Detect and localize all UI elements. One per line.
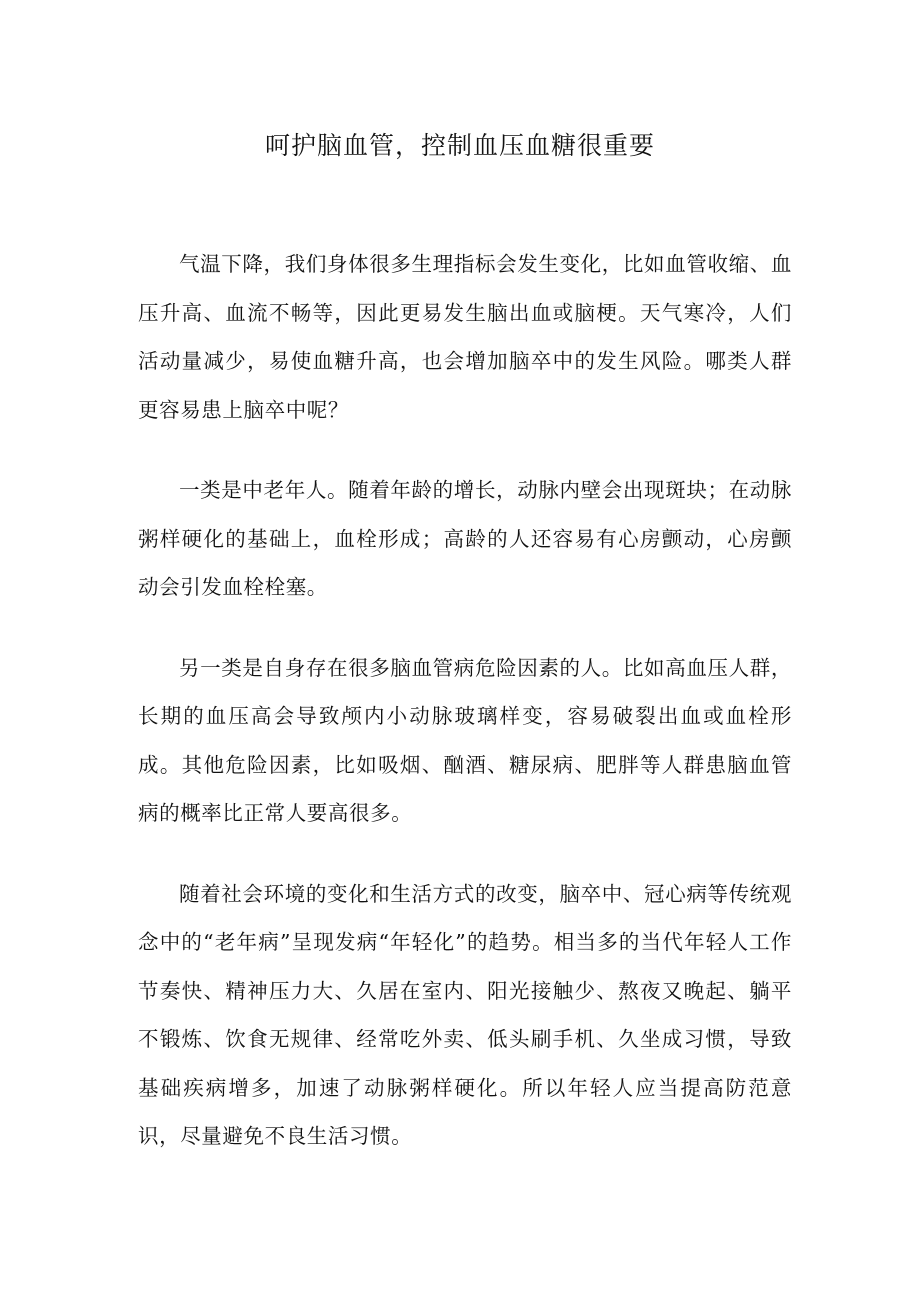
- paragraph-4: 随着社会环境的变化和生活方式的改变，脑卒中、冠心病等传统观念中的“老年病”呈现发病“年轻化”的趋势。相当多的当代年轻人工作节奏快、精神压力大、久居在室内、阳光接触少、熬夜又晚起、躺平不锻炼、饮食无规律、经常吃外卖、低头刷手机、久坐成习惯，导致基础疾病增多，加速了动脉粥样硬化。所以年轻人应当提高防范意识，尽量避免不良生活习惯。: [138, 881, 792, 1148]
- document-body: [138, 240, 792, 1193]
- paragraph-2: 一类是中老年人。随着年龄的增长，动脉内壁会出现斑块；在动脉粥样硬化的基础上，血栓形成；高龄的人还容易有心房颤动，心房颤动会引发血栓栓塞。: [138, 478, 792, 599]
- document-title: 呵护脑血管，控制血压血糖很重要: [264, 131, 655, 160]
- paragraph-3: 另一类是自身存在很多脑血管病危险因素的人。比如高血压人群，长期的血压高会导致颅内小动脉玻璃样变，容易破裂出血或血栓形成。其他危险因素，比如吸烟、酗酒、糖尿病、肥胖等人群患脑血管病的概率比正常人要高很多。: [138, 655, 792, 825]
- paragraph-1: 气温下降，我们身体很多生理指标会发生变化，比如血管收缩、血压升高、血流不畅等，因此更易发生脑出血或脑梗。天气寒冷，人们活动量减少，易使血糖升高，也会增加脑卒中的发生风险。哪类人群更容易患上脑卒中呢？: [138, 252, 792, 422]
